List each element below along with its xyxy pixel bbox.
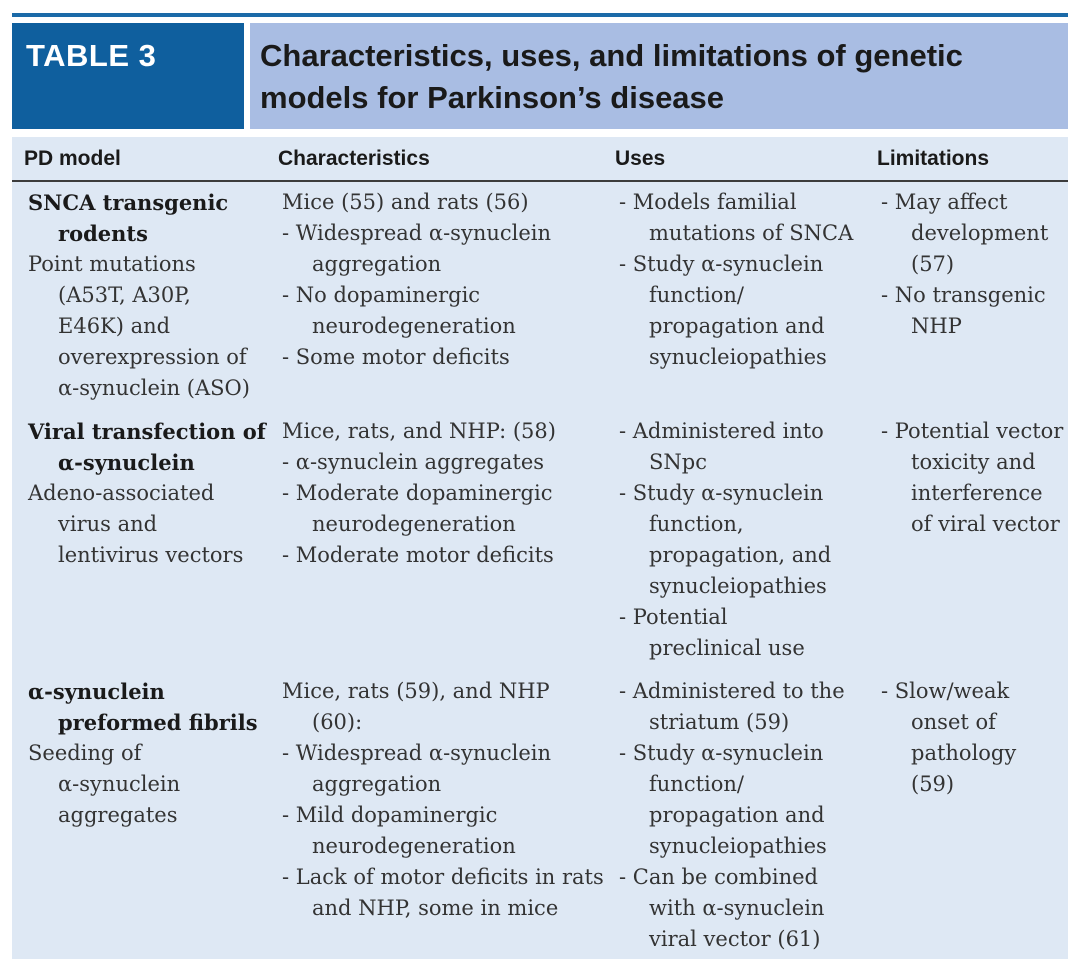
cell-line: - Study α-synuclein bbox=[619, 252, 824, 276]
table-title bbox=[250, 23, 1068, 129]
cell-line: rodents bbox=[58, 221, 148, 246]
cell-line: α-synuclein bbox=[58, 450, 195, 475]
cell-line: neurodegeneration bbox=[312, 512, 516, 536]
cell-line: E46K) and bbox=[58, 314, 171, 338]
table-label: TABLE 3 bbox=[12, 23, 244, 129]
cell-line: synucleiopathies bbox=[649, 834, 827, 858]
cell-line: (60): bbox=[312, 710, 363, 734]
cell-line: - Study α-synuclein bbox=[619, 741, 824, 765]
cell-pd-model bbox=[28, 416, 266, 571]
cell-line: function/ bbox=[649, 283, 744, 307]
cell-limitations bbox=[881, 676, 1016, 800]
cell-line: - Models familial bbox=[619, 190, 797, 214]
cell-line: - Widespread α-synuclein bbox=[282, 741, 552, 765]
cell-line: Point mutations bbox=[28, 252, 196, 276]
cell-line: overexpression of bbox=[58, 345, 247, 369]
cell-line: - Can be combined bbox=[619, 865, 818, 889]
cell-line: with α-synuclein bbox=[649, 896, 825, 920]
column-header-pd-model: PD model bbox=[24, 147, 121, 170]
cell-line: preformed fibrils bbox=[58, 710, 258, 735]
cell-line: - Administered to the bbox=[619, 679, 845, 703]
cell-line: development bbox=[911, 221, 1049, 245]
cell-characteristics bbox=[282, 187, 551, 373]
cell-limitations bbox=[881, 187, 1048, 342]
cell-line: α-synuclein bbox=[28, 679, 165, 704]
cell-line: SNpc bbox=[649, 450, 707, 474]
cell-line: onset of bbox=[911, 710, 996, 734]
cell-line: preclinical use bbox=[649, 636, 805, 660]
cell-line: viral vector (61) bbox=[649, 927, 821, 951]
header-rule bbox=[12, 180, 1068, 182]
column-header-limitations: Limitations bbox=[877, 147, 990, 170]
cell-uses bbox=[619, 187, 853, 373]
cell-line: aggregation bbox=[312, 252, 442, 276]
cell-line: toxicity and bbox=[911, 450, 1036, 474]
cell-line: virus and bbox=[58, 512, 158, 536]
cell-line: aggregation bbox=[312, 772, 442, 796]
cell-line: mutations of SNCA bbox=[649, 221, 854, 245]
cell-line: synucleiopathies bbox=[649, 345, 827, 369]
cell-line: lentivirus vectors bbox=[58, 543, 244, 567]
cell-line: (57) bbox=[911, 252, 955, 276]
cell-line: - Potential vector bbox=[881, 419, 1064, 443]
table-title-line-2: models for Parkinson’s disease bbox=[260, 80, 725, 115]
cell-pd-model bbox=[28, 187, 250, 404]
cell-line: and NHP, some in mice bbox=[312, 896, 559, 920]
cell-line: Mice, rats, and NHP: (58) bbox=[282, 419, 556, 443]
cell-line: - Administered into bbox=[619, 419, 824, 443]
cell-line: (A53T, A30P, bbox=[58, 283, 191, 307]
top-rule bbox=[12, 13, 1068, 17]
cell-line: Adeno-associated bbox=[28, 481, 215, 505]
cell-characteristics bbox=[282, 676, 604, 924]
cell-line: synucleiopathies bbox=[649, 574, 827, 598]
cell-line: aggregates bbox=[58, 803, 178, 827]
cell-line: - Study α-synuclein bbox=[619, 481, 824, 505]
cell-line: - α-synuclein aggregates bbox=[282, 450, 545, 474]
cell-line: Mice (55) and rats (56) bbox=[282, 190, 529, 214]
cell-line: - No dopaminergic bbox=[282, 283, 481, 307]
cell-line: (59) bbox=[911, 772, 955, 796]
cell-line: - Lack of motor deficits in rats bbox=[282, 865, 604, 889]
cell-line: Viral transfection of bbox=[28, 419, 266, 444]
cell-line: - Moderate dopaminergic bbox=[282, 481, 553, 505]
cell-line: Seeding of bbox=[28, 741, 142, 765]
table-title-line-1: Characteristics, uses, and limitations of genetic bbox=[260, 38, 963, 73]
cell-line: α-synuclein (ASO) bbox=[58, 376, 250, 400]
cell-uses bbox=[619, 416, 831, 664]
cell-line: - No transgenic bbox=[881, 283, 1046, 307]
cell-line: - Widespread α-synuclein bbox=[282, 221, 552, 245]
cell-line: α-synuclein bbox=[58, 772, 181, 796]
cell-line: SNCA transgenic bbox=[28, 190, 229, 215]
cell-line: - Mild dopaminergic bbox=[282, 803, 498, 827]
cell-line: propagation and bbox=[649, 803, 825, 827]
cell-pd-model bbox=[28, 676, 258, 831]
cell-line: - Potential bbox=[619, 605, 728, 629]
cell-uses bbox=[619, 676, 845, 955]
cell-line: propagation, and bbox=[649, 543, 832, 567]
cell-line: interference bbox=[911, 481, 1043, 505]
cell-line: - Slow/weak bbox=[881, 679, 1010, 703]
cell-line: - May affect bbox=[881, 190, 1008, 214]
cell-line: NHP bbox=[911, 314, 962, 338]
cell-limitations bbox=[881, 416, 1063, 540]
cell-line: neurodegeneration bbox=[312, 314, 516, 338]
cell-line: - Some motor deficits bbox=[282, 345, 510, 369]
cell-line: propagation and bbox=[649, 314, 825, 338]
column-header-characteristics: Characteristics bbox=[278, 147, 430, 170]
cell-line: - Moderate motor deficits bbox=[282, 543, 554, 567]
cell-line: pathology bbox=[911, 741, 1017, 765]
cell-line: Mice, rats (59), and NHP bbox=[282, 679, 550, 703]
cell-line: function/ bbox=[649, 772, 744, 796]
cell-line: of viral vector bbox=[911, 512, 1060, 536]
table bbox=[12, 137, 1068, 959]
cell-characteristics bbox=[282, 416, 556, 571]
cell-line: neurodegeneration bbox=[312, 834, 516, 858]
column-header-uses: Uses bbox=[615, 147, 666, 170]
cell-line: striatum (59) bbox=[649, 710, 790, 734]
cell-line: function, bbox=[649, 512, 744, 536]
